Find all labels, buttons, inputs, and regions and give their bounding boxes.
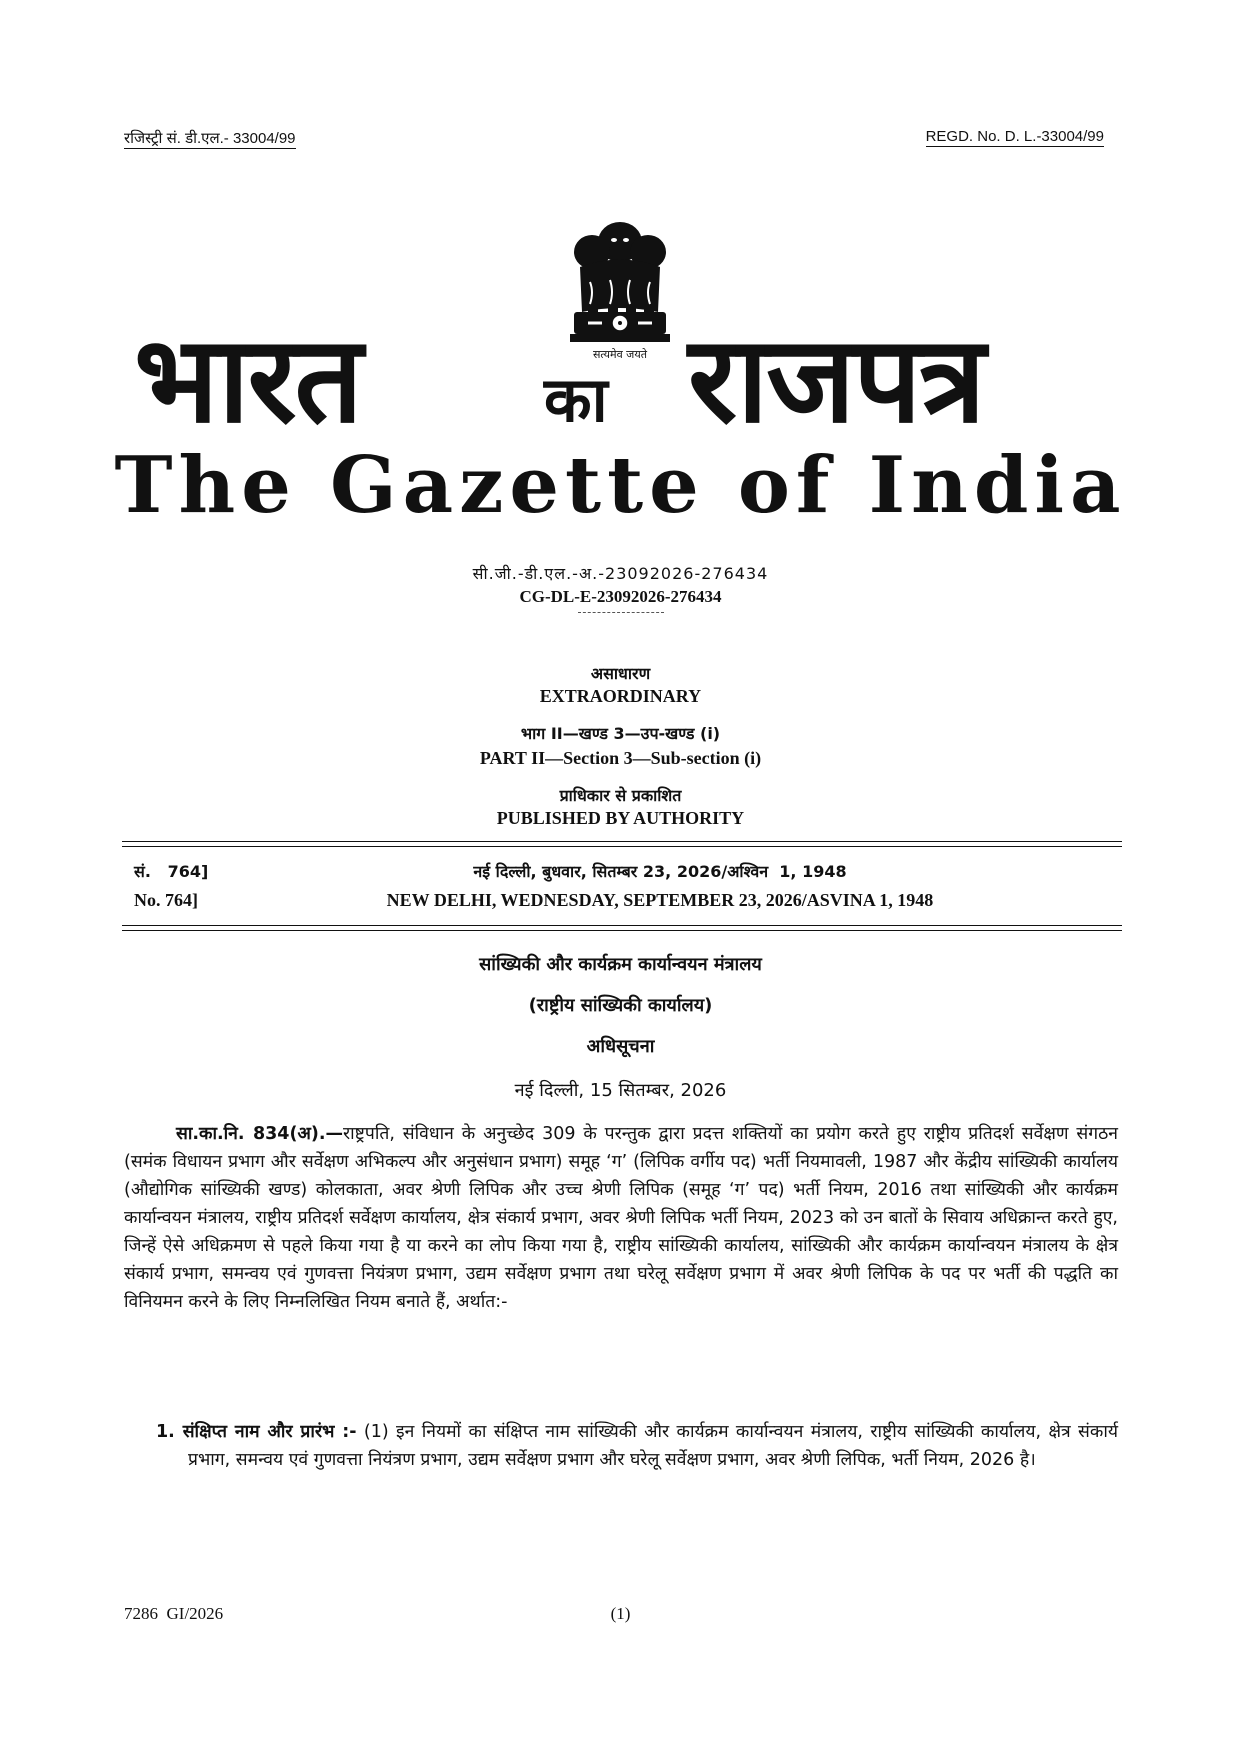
footer-code: 7286 GI/2026 [124, 1604, 224, 1623]
extraordinary-english: EXTRAORDINARY [539, 686, 702, 706]
rule-1 [156, 1418, 1118, 1474]
registration-hindi: रजिस्ट्री सं. डी.एल.- 33004/99 [124, 130, 296, 147]
ministry-heading: सांख्यिकी और कार्यक्रम कार्यान्वयन मंत्रालय [479, 954, 762, 975]
masthead-ka: का [544, 363, 606, 436]
issue-number-english: No. 764] [134, 890, 198, 910]
double-rule-bottom [122, 925, 1122, 931]
masthead-rajpatra: राजपत्र [688, 311, 984, 450]
office-heading: (राष्ट्रीय सांख्यिकी कार्यालय) [528, 995, 713, 1016]
notification-body [124, 1120, 1118, 1316]
masthead-hindi [0, 311, 1241, 450]
issue-date-english: NEW DELHI, WEDNESDAY, SEPTEMBER 23, 2026/ASVINA 1, 1948 [386, 890, 934, 910]
cg-code-english: CG-DL-E-23092026-276434 [519, 587, 722, 606]
registration-english: REGD. No. D. L.-33004/99 [925, 128, 1104, 145]
published-hindi: प्राधिकार से प्रकाशित [559, 786, 682, 805]
cg-divider [578, 612, 664, 613]
part-hindi: भाग II—खण्ड 3—उप-खण्ड (i) [520, 724, 721, 743]
notification-body-text: राष्ट्रपति, संविधान के अनुच्छेद 309 के परन्तुक द्वारा प्रदत्त शक्तियों का प्रयोग करते हुए राष्ट्रीय प्रतिदर्श सर्वेक्षण संगठन (समंक विधायन प्रभाग और सर्वेक्षण अभिकल्प और अनुसंधान प्रभाग) समूह ‘ग’ (लिपिक वर्गीय पद) भर्ती नियमावली, 1987 और केंद्रीय सांख्यिकी कार्यालय (औद्योगिक सांख्यिकी खण्ड) कोलकाता, अवर श्रेणी लिपिक और उच्च श्रेणी लिपिक (समूह ‘ग’ पद) भर्ती नियम, 2016 तथा सांख्यिकी और कार्यक्रम कार्यान्वयन मंत्रालय, राष्ट्रीय प्रतिदर्श सर्वेक्षण कार्यालय, क्षेत्र संकार्य प्रभाग, अवर श्रेणी लिपिक भर्ती नियम, 2023 को उन बातों के सिवाय अधिक्रान्त करते हुए, जिन्हें ऐसे अधिक्रमण से पहले किया गया है या करने का लोप किया गया है, राष्ट्रीय सांख्यिकी कार्यालय, सांख्यिकी और कार्यक्रम कार्यान्वयन मंत्रालय के क्षेत्र संकार्य प्रभाग, समन्वय एवं गुणवत्ता नियंत्रण प्रभाग, उद्यम सर्वेक्षण प्रभाग तथा घरेलू सर्वेक्षण प्रभाग में अवर श्रेणी लिपिक के पद पर भर्ती की पद्धति का विनियमन करने के लिए निम्नलिखित नियम बनाते हैं, अर्थात:- [124, 1124, 1118, 1312]
emblem-motto: सत्यमेव जयते [592, 348, 648, 361]
cg-code-hindi: सी.जी.-डी.एल.-अ.-23092026-276434 [472, 564, 769, 583]
notification-ref: सा.का.नि. 834(अ).— [176, 1124, 343, 1144]
issue-number-hindi: सं. 764] [134, 862, 209, 881]
place-date: नई दिल्ली, 15 सितम्बर, 2026 [514, 1080, 727, 1101]
part-english: PART II—Section 3—Sub-section (i) [479, 748, 762, 768]
masthead-english: The Gazette of India [114, 440, 1127, 531]
rule-1-text: (1) इन नियमों का संक्षिप्त नाम सांख्यिकी और कार्यक्रम कार्यान्वयन मंत्रालय, राष्ट्रीय सांख्यिकी कार्यालय, क्षेत्र संकार्य प्रभाग, समन्वय एवं गुणवत्ता नियंत्रण प्रभाग, उद्यम सर्वेक्षण प्रभाग और घरेलू सर्वेक्षण प्रभाग, अवर श्रेणी लिपिक, भर्ती नियम, 2026 है। [188, 1422, 1119, 1470]
masthead-bharat: भारत [134, 311, 361, 450]
extraordinary-hindi: असाधारण [590, 664, 651, 683]
page-number: (1) [610, 1604, 631, 1623]
notification-title: अधिसूचना [586, 1036, 655, 1057]
published-english: PUBLISHED BY AUTHORITY [496, 808, 745, 828]
issue-date-hindi: नई दिल्ली, बुधवार, सितम्बर 23, 2026/अश्विन 1, 1948 [473, 862, 847, 881]
double-rule-top [122, 841, 1122, 847]
rule-1-heading: 1. संक्षिप्त नाम और प्रारंभ :- [156, 1422, 357, 1442]
